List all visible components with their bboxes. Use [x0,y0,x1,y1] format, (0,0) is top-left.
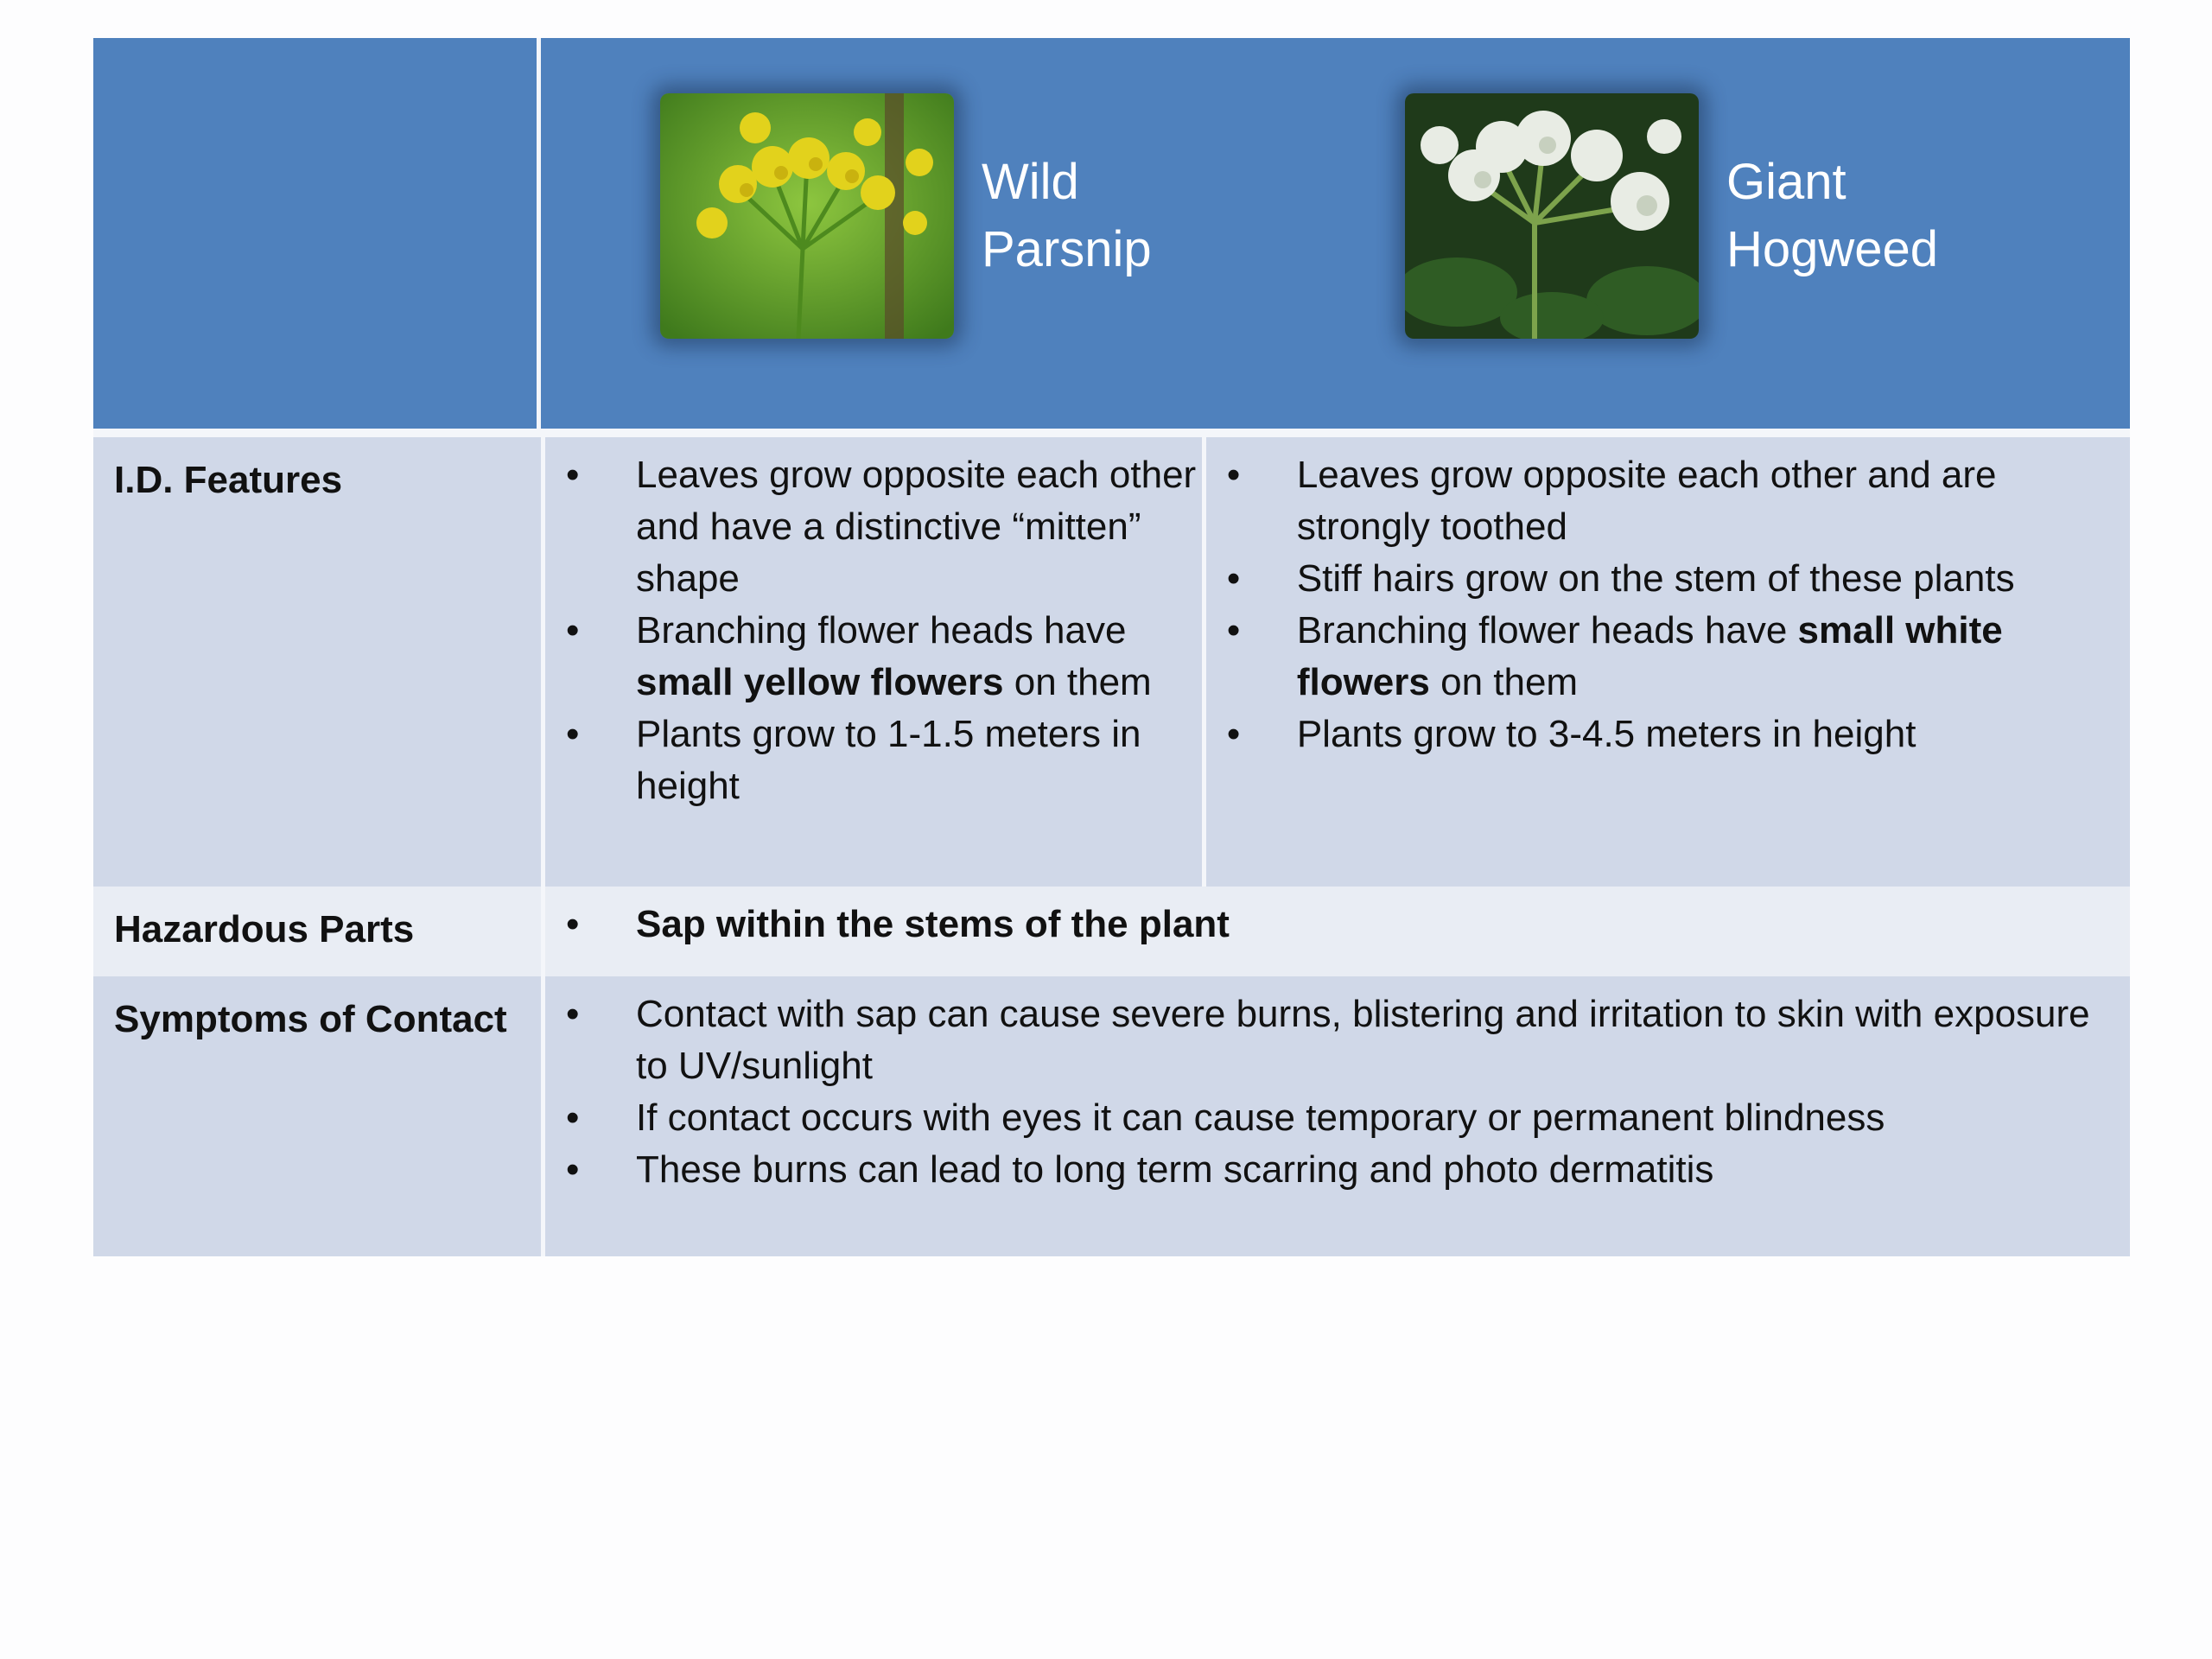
wild-parsnip-photo [660,93,954,339]
row-id-features [93,437,2130,887]
list-item: • If contact occurs with eyes it can cause temporary or permanent blindness [545,1092,2130,1144]
list-item: • These burns can lead to long term scarring and photo dermatitis [545,1144,2130,1196]
wild-parsnip-features [545,437,1206,887]
header-empty-cell [93,38,541,429]
list-item: • Leaves grow opposite each other and have a distinctive “mitten” shape [545,449,1202,605]
table-header-row [93,38,2130,429]
list-item: • Stiff hairs grow on the stem of these plants [1206,553,2130,605]
plant-wild-parsnip [660,93,1152,339]
header-plants-cell [541,38,2130,429]
giant-hogweed-photo [1405,93,1699,339]
plant-giant-hogweed [1405,93,1938,339]
list-item: • Leaves grow opposite each other and are strongly toothed [1206,449,2130,553]
list-item: • Plants grow to 3-4.5 meters in height [1206,709,2130,760]
list-item: • Contact with sap can cause severe burns, blistering and irritation to skin with exposure to UV/sunlight [545,988,2130,1092]
row-hazardous-parts [93,887,2130,976]
row-separator [93,429,2130,437]
list-item: • Sap within the stems of the plant [545,899,2130,950]
row-label-symptoms: Symptoms of Contact [114,998,507,1040]
comparison-table [93,38,2130,1256]
row-label-hazardous-parts: Hazardous Parts [114,908,415,950]
row-symptoms [93,976,2130,1256]
row-label-id-features: I.D. Features [114,459,343,501]
list-item: • Branching flower heads have small yellow flowers on them [545,605,1202,709]
giant-hogweed-name: Giant Hogweed [1726,154,1939,277]
list-item: • Branching flower heads have small white flowers on them [1206,605,2130,709]
wild-parsnip-name: Wild Parsnip [982,154,1152,277]
list-item: • Plants grow to 1-1.5 meters in height [545,709,1202,812]
giant-hogweed-features [1206,437,2130,887]
